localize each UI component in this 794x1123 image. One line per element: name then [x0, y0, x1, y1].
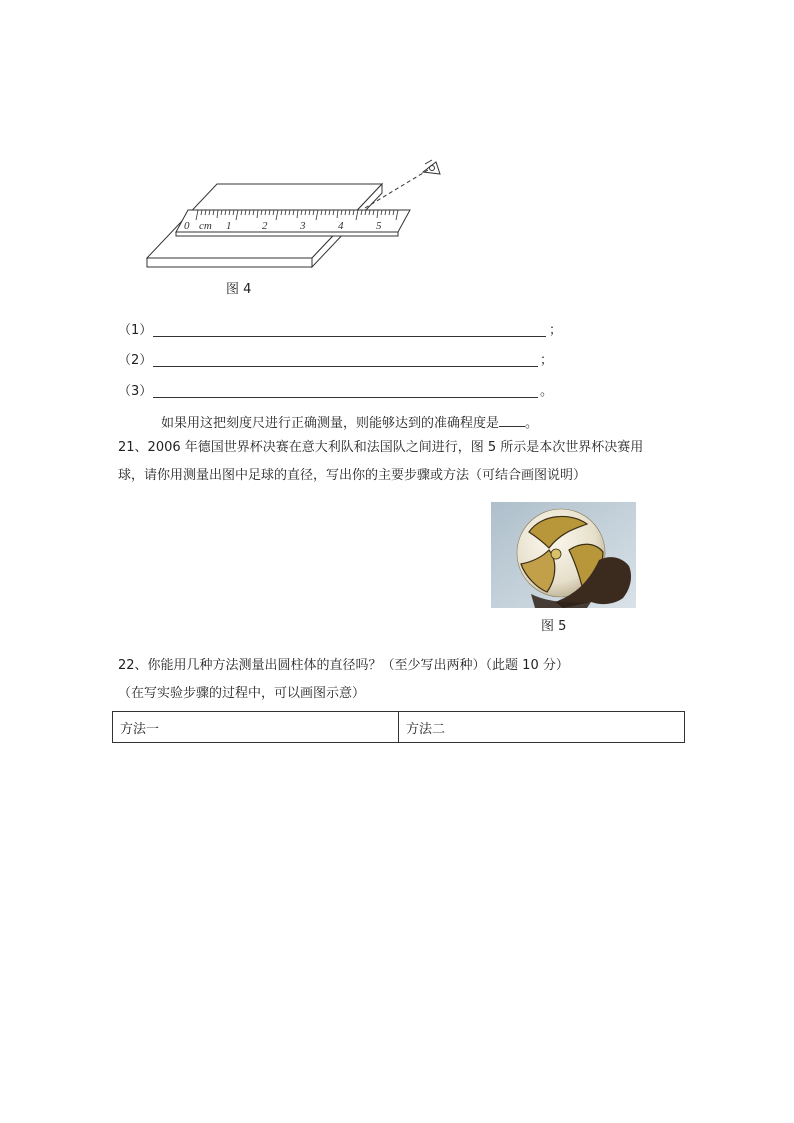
ruler-label-0: 0 — [184, 220, 190, 232]
accuracy-question — [161, 414, 538, 433]
answer-end-2: ； — [540, 353, 554, 368]
answer-end-3: 。 — [540, 384, 554, 399]
figure4-ruler-diagram — [140, 150, 450, 275]
ruler-label-4: 4 — [338, 220, 344, 232]
answer-label-3: （3） — [118, 384, 153, 399]
answer-end-1: ； — [549, 323, 563, 338]
question-22-line1: 22、你能用几种方法测量出圆柱体的直径吗？（至少写出两种）（此题 10 分） — [118, 658, 569, 673]
answer-blank-3[interactable] — [153, 397, 538, 398]
eye-icon — [423, 160, 440, 174]
question-21-line1: 21、2006 年德国世界杯决赛在意大利队和法国队之间进行，图 5 所示是本次世界杯决赛用 — [118, 440, 644, 455]
ruler-label-2: 2 — [262, 220, 268, 232]
answer-blank-2[interactable] — [153, 366, 538, 367]
ruler-label-1: 1 — [226, 220, 232, 232]
method-two-cell[interactable]: 方法二 — [399, 712, 685, 743]
ruler-label-5: 5 — [376, 220, 382, 232]
figure5-caption: 图 5 — [541, 619, 567, 634]
answer-blank-1[interactable] — [153, 336, 546, 337]
answer-label-2: （2） — [118, 353, 153, 368]
figure4-caption: 图 4 — [226, 282, 252, 297]
answer-label-1: （1） — [118, 323, 153, 338]
question-22-line2: （在写实验步骤的过程中，可以画图示意） — [118, 686, 366, 701]
accuracy-blank[interactable] — [499, 414, 525, 427]
ruler-label-3: 3 — [300, 220, 306, 232]
accuracy-question-text: 如果用这把刻度尺进行正确测量，则能够达到的准确程度是 — [161, 416, 500, 431]
figure5-football-photo — [491, 502, 636, 608]
accuracy-question-end: 。 — [525, 416, 539, 431]
ruler-unit-label: cm — [199, 220, 212, 232]
question-21-line2: 球，请你用测量出图中足球的直径，写出你的主要步骤或方法（可结合画图说明） — [118, 468, 587, 483]
method-one-cell[interactable]: 方法一 — [113, 712, 399, 743]
table-row — [113, 712, 685, 743]
methods-table — [112, 711, 685, 743]
